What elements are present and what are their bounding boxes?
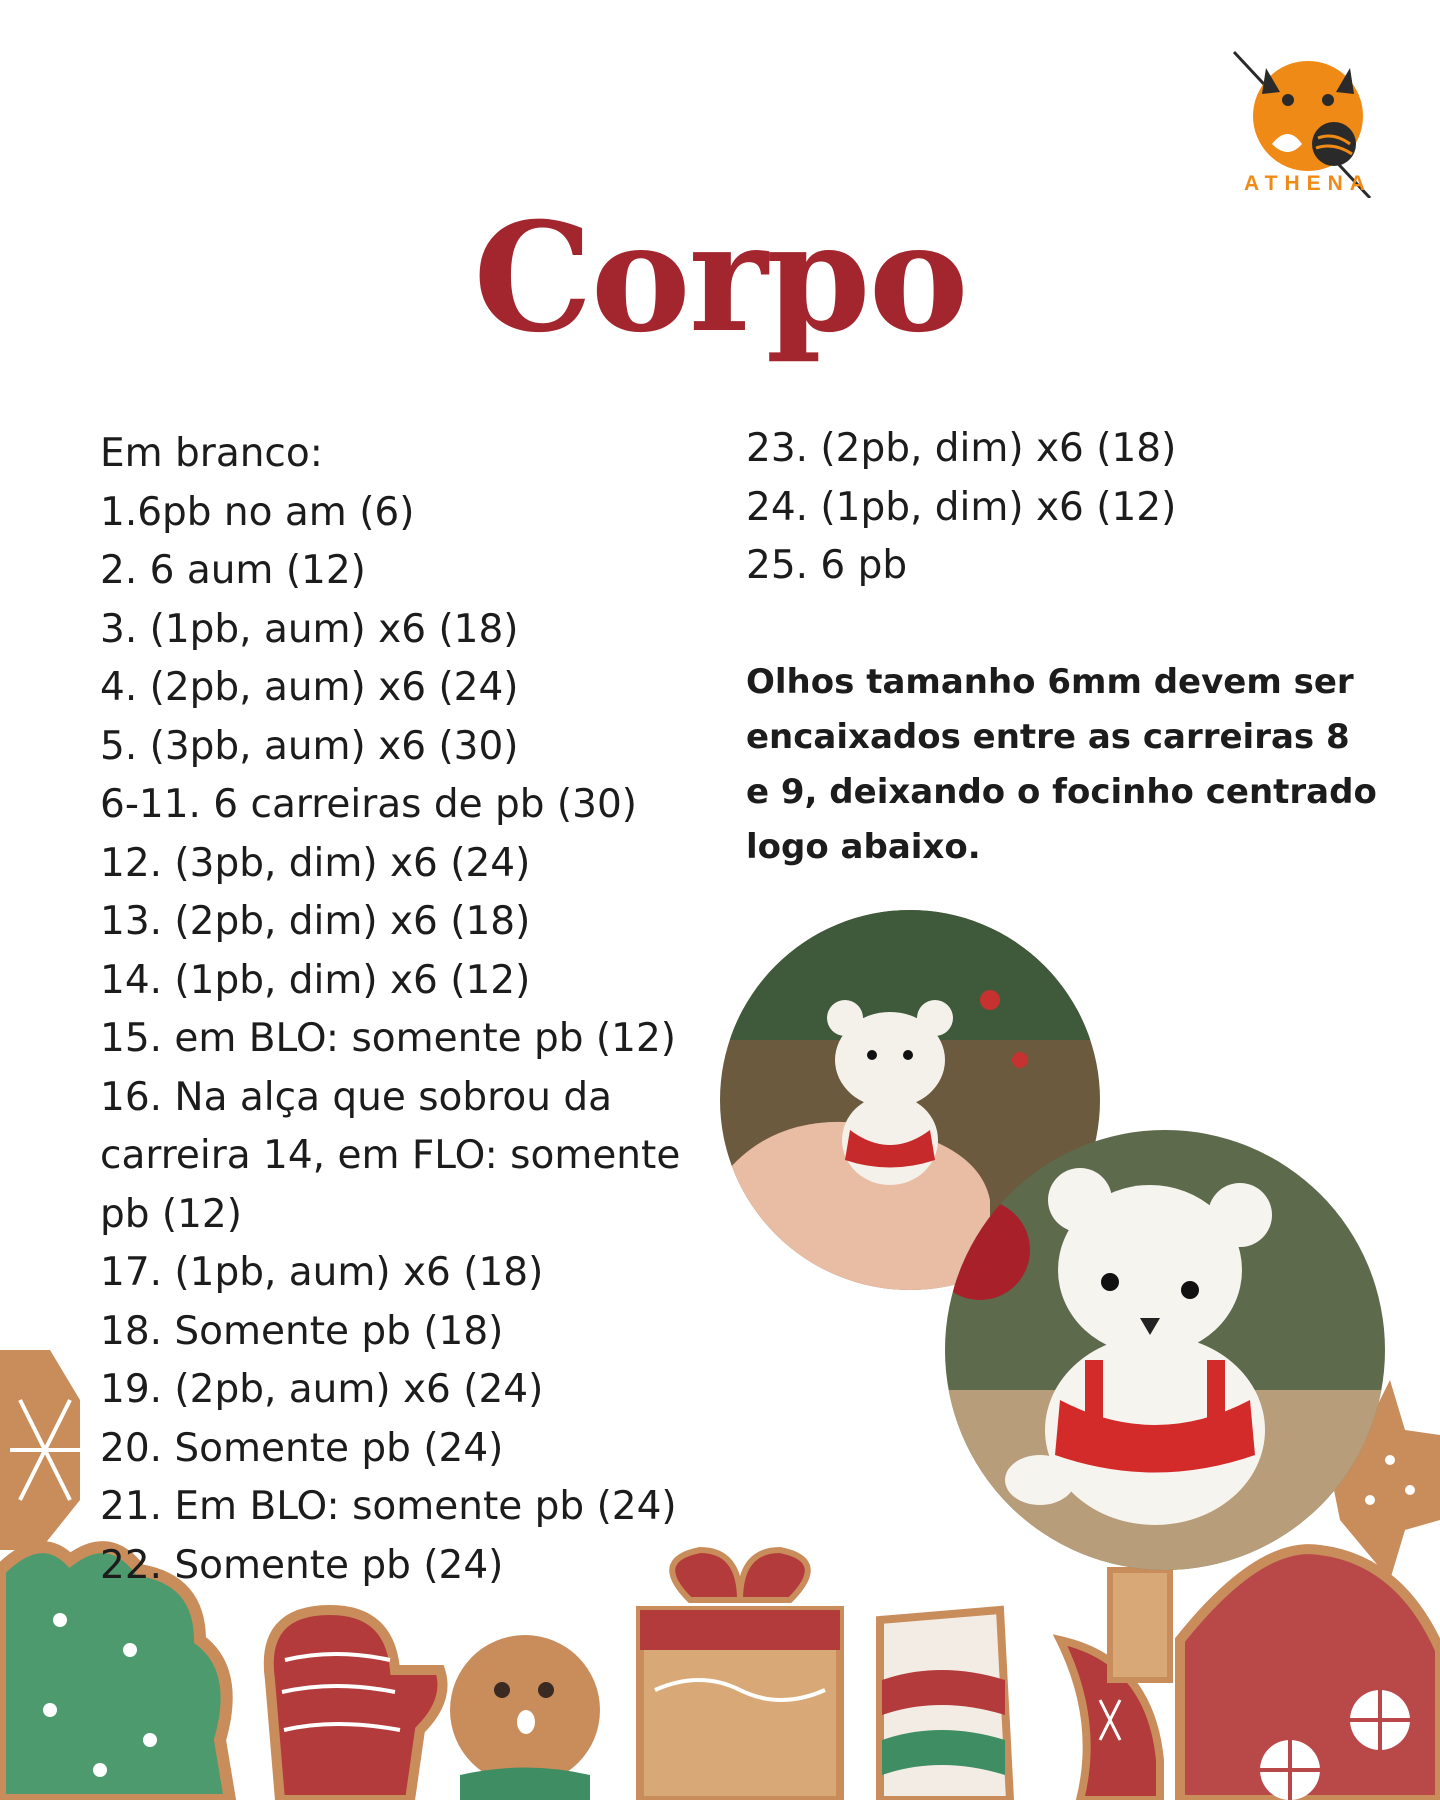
instruction-line: 17. (1pb, aum) x6 (18) bbox=[100, 1250, 544, 1295]
instruction-line: 23. (2pb, dim) x6 (18) bbox=[746, 426, 1177, 471]
instruction-line: 22. Somente pb (24) bbox=[100, 1542, 504, 1588]
instruction-line: 5. (3pb, aum) x6 (30) bbox=[100, 723, 519, 769]
instruction-line: 18. Somente pb (18) bbox=[100, 1308, 504, 1354]
instruction-line: Em branco: bbox=[100, 431, 323, 476]
note-line: e 9, deixando o focinho centrado bbox=[746, 772, 1377, 812]
instruction-line: 2. 6 aum (12) bbox=[100, 548, 366, 593]
instruction-line: 14. (1pb, dim) x6 (12) bbox=[100, 957, 531, 1003]
brand-name: ATHENA bbox=[1244, 172, 1372, 195]
instruction-line: 20. Somente pb (24) bbox=[100, 1425, 504, 1471]
instruction-line: 19. (2pb, aum) x6 (24) bbox=[100, 1367, 544, 1412]
instruction-line: 3. (1pb, aum) x6 (18) bbox=[100, 606, 519, 652]
page-title: Corpo bbox=[473, 190, 967, 366]
note-line: Olhos tamanho 6mm devem ser bbox=[746, 662, 1354, 702]
instruction-line: 1.6pb no am (6) bbox=[100, 489, 415, 535]
instruction-line: 15. em BLO: somente pb (12) bbox=[100, 1016, 676, 1061]
instruction-line: 21. Em BLO: somente pb (24) bbox=[100, 1484, 677, 1529]
note-line: logo abaixo. bbox=[746, 827, 981, 867]
instruction-line: 12. (3pb, dim) x6 (24) bbox=[100, 840, 531, 886]
instruction-line: 24. (1pb, dim) x6 (12) bbox=[746, 484, 1177, 530]
instruction-line: 6-11. 6 carreiras de pb (30) bbox=[100, 782, 637, 827]
instruction-line: pb (12) bbox=[100, 1191, 242, 1237]
instruction-line: 25. 6 pb bbox=[746, 543, 908, 588]
instruction-line: carreira 14, em FLO: somente bbox=[100, 1133, 681, 1178]
instruction-line: 13. (2pb, dim) x6 (18) bbox=[100, 899, 531, 944]
note-line: encaixados entre as carreiras 8 bbox=[746, 717, 1350, 757]
instruction-line: 4. (2pb, aum) x6 (24) bbox=[100, 665, 519, 710]
instruction-line: 16. Na alça que sobrou da bbox=[100, 1074, 612, 1120]
